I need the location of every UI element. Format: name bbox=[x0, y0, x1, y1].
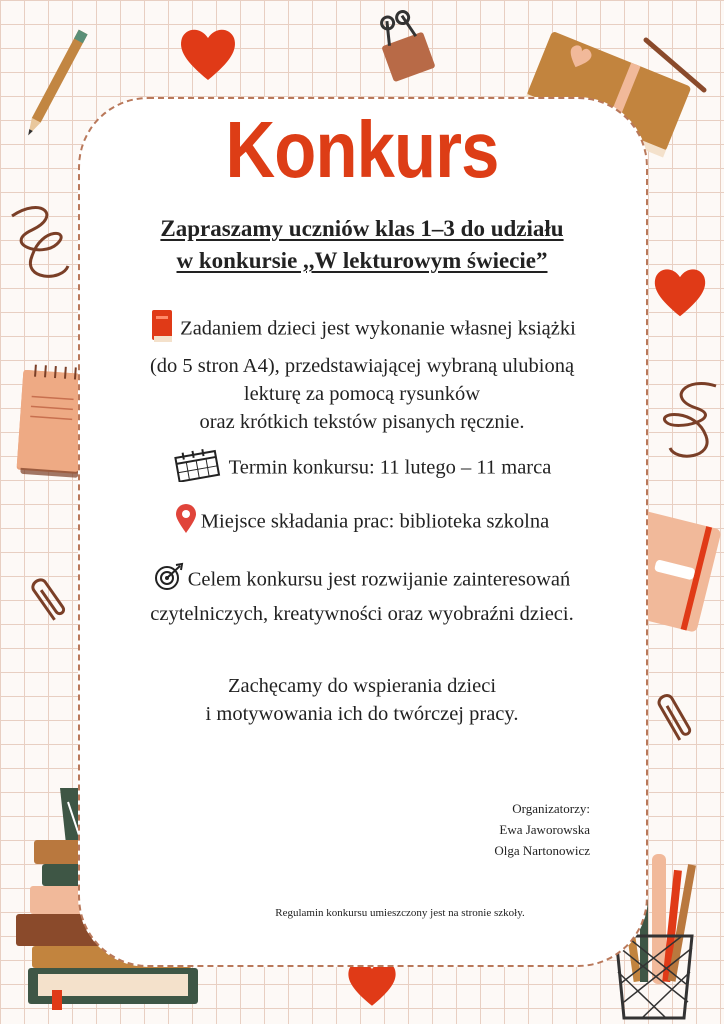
pen-icon bbox=[640, 34, 712, 98]
heart-icon bbox=[176, 24, 240, 84]
book-icon bbox=[148, 308, 176, 352]
subtitle-line-2: w konkursie ,,W lekturowym świecie” bbox=[176, 248, 548, 273]
description-line-2: (do 5 stron A4), przedstawiającej wybraną ulubioną bbox=[149, 355, 575, 377]
description-line-3: lekturę za pomocą rysunków bbox=[243, 383, 481, 405]
encouragement bbox=[0, 672, 724, 728]
submission-place-text: Miejsce składania prac: biblioteka szkolna bbox=[200, 510, 550, 533]
contest-goal-line-1: Celem konkursu jest rozwijanie zainteresowań bbox=[187, 568, 571, 591]
organizer-name: Ewa Jaworowska bbox=[499, 822, 590, 837]
organizer-name: Olga Nartonowicz bbox=[494, 843, 590, 858]
contest-term bbox=[0, 448, 724, 490]
encouragement-line-2: i motywowania ich do twórczej pracy. bbox=[205, 703, 519, 725]
calendar-icon bbox=[173, 448, 225, 490]
organizers-label: Organizatorzy: bbox=[512, 801, 590, 816]
rules-note: Regulamin konkursu umieszczony jest na stronie szkoły. bbox=[275, 907, 525, 919]
organizers bbox=[494, 798, 590, 861]
description-line-4: oraz krótkich tekstów pisanych ręcznie. bbox=[199, 411, 525, 433]
contest-goal bbox=[0, 562, 724, 628]
location-pin-icon bbox=[175, 504, 197, 542]
encouragement-line-1: Zachęcamy do wspierania dzieci bbox=[227, 675, 497, 697]
page-title: Konkurs bbox=[225, 105, 499, 194]
subtitle-line-1: Zapraszamy uczniów klas 1–3 do udziału bbox=[160, 216, 564, 241]
description bbox=[0, 308, 724, 436]
contest-term-text: Termin konkursu: 11 lutego – 11 marca bbox=[228, 456, 552, 479]
binder-clip-icon bbox=[372, 10, 442, 82]
description-line-1: Zadaniem dzieci jest wykonanie własnej książki bbox=[180, 317, 576, 340]
subtitle bbox=[0, 213, 724, 277]
target-icon bbox=[154, 562, 184, 600]
submission-place bbox=[0, 504, 724, 542]
contest-goal-line-2: czytelniczych, kreatywności oraz wyobraźni dzieci. bbox=[150, 603, 574, 625]
